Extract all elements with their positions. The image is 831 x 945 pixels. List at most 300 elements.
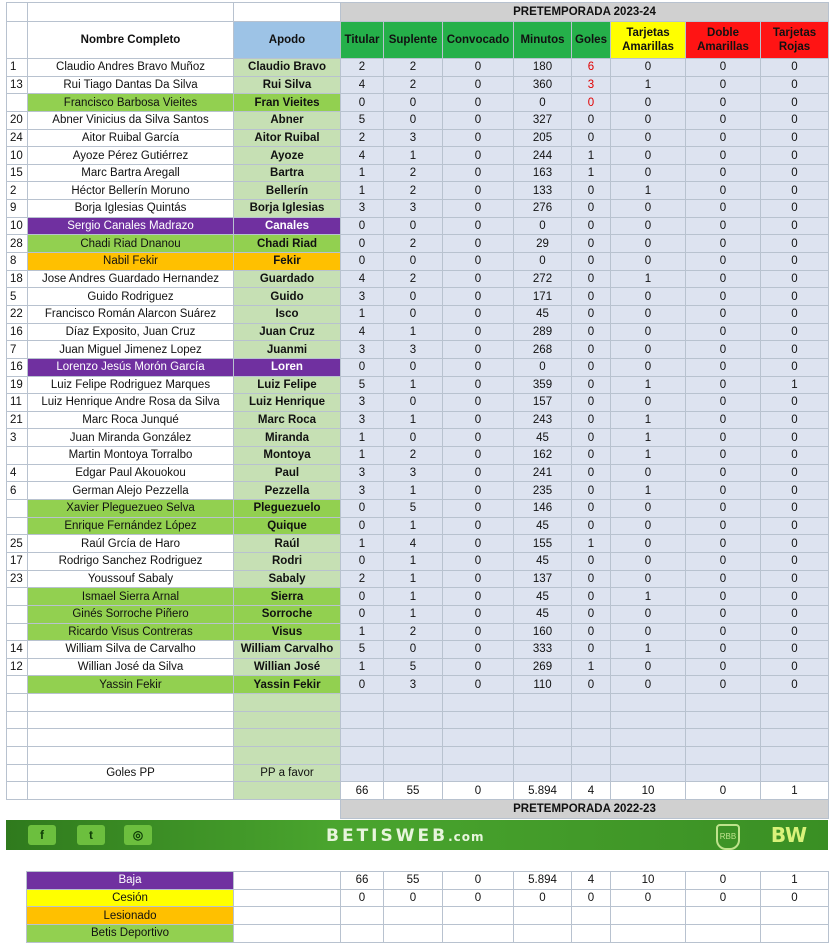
table-row	[7, 358, 829, 376]
stat-titular: 3	[341, 464, 384, 482]
player-apodo: Miranda	[234, 429, 341, 447]
total-goles: 4	[572, 782, 611, 800]
stat-titular: 3	[341, 341, 384, 359]
stat-suplente: 1	[384, 570, 443, 588]
stat-minutos: 45	[514, 588, 572, 606]
blank-cell	[234, 3, 341, 22]
stat-minutos: 327	[514, 111, 572, 129]
player-name: Francisco Barbosa Vieites	[28, 94, 234, 112]
table-row	[7, 217, 829, 235]
stat-convocado: 0	[443, 323, 514, 341]
stat-convocado: 0	[443, 129, 514, 147]
stat-suplente: 3	[384, 676, 443, 694]
table-row	[7, 535, 829, 553]
stat-titular: 3	[341, 482, 384, 500]
table-row	[7, 323, 829, 341]
stat-minutos: 29	[514, 235, 572, 253]
stat-titular: 5	[341, 376, 384, 394]
legend-amarillas: 0	[611, 889, 686, 907]
season-2022-row	[7, 799, 829, 818]
stat-convocado: 0	[443, 411, 514, 429]
stat-doble-amarillas: 0	[686, 482, 761, 500]
stat-convocado: 0	[443, 500, 514, 518]
table-row	[7, 500, 829, 518]
stat-minutos: 163	[514, 164, 572, 182]
stat-rojas: 0	[761, 411, 829, 429]
stat-titular: 3	[341, 200, 384, 218]
stat-convocado: 0	[443, 217, 514, 235]
stat-convocado: 0	[443, 394, 514, 412]
stat-amarillas: 0	[611, 288, 686, 306]
stat-suplente: 0	[384, 253, 443, 271]
stat-rojas: 0	[761, 111, 829, 129]
stat-convocado: 0	[443, 429, 514, 447]
stat-rojas: 0	[761, 605, 829, 623]
legend-convocado: 0	[443, 889, 514, 907]
blank-cell	[384, 746, 443, 764]
stat-minutos: 45	[514, 517, 572, 535]
site-name-main: BETISWEB	[326, 826, 449, 846]
stat-titular: 4	[341, 147, 384, 165]
stat-rojas: 0	[761, 447, 829, 465]
stat-minutos: 0	[514, 217, 572, 235]
player-apodo: Sorroche	[234, 605, 341, 623]
legend-minutos: 5.894	[514, 872, 572, 890]
stat-convocado: 0	[443, 270, 514, 288]
blank-cell	[7, 746, 28, 764]
stat-suplente: 2	[384, 164, 443, 182]
player-number: 10	[7, 217, 28, 235]
titular-header: Titular	[341, 22, 384, 59]
stat-goles: 0	[572, 305, 611, 323]
blank-cell	[341, 764, 384, 782]
stat-convocado: 0	[443, 623, 514, 641]
blank-cell	[28, 694, 234, 712]
player-name: Willian José da Silva	[28, 658, 234, 676]
suplente-header: Suplente	[384, 22, 443, 59]
stat-rojas: 0	[761, 482, 829, 500]
player-number: 3	[7, 429, 28, 447]
stat-goles: 0	[572, 447, 611, 465]
num-header	[7, 22, 28, 59]
player-number	[7, 676, 28, 694]
stat-rojas: 0	[761, 147, 829, 165]
legend-doble-amarillas	[686, 907, 761, 925]
blank-cell	[234, 711, 341, 729]
blank-cell	[443, 764, 514, 782]
blank-cell	[341, 746, 384, 764]
legend-titular	[341, 907, 384, 925]
blank-cell	[514, 764, 572, 782]
player-name: William Silva de Carvalho	[28, 641, 234, 659]
stat-goles: 1	[572, 164, 611, 182]
player-number: 18	[7, 270, 28, 288]
stat-minutos: 45	[514, 305, 572, 323]
blank-cell	[686, 746, 761, 764]
stat-goles: 0	[572, 676, 611, 694]
stat-convocado: 0	[443, 341, 514, 359]
stat-amarillas: 0	[611, 394, 686, 412]
player-apodo: Guardado	[234, 270, 341, 288]
legend-titular	[341, 924, 384, 942]
blank-cell	[686, 764, 761, 782]
player-name: Nabil Fekir	[28, 253, 234, 271]
stat-suplente: 1	[384, 147, 443, 165]
stat-titular: 0	[341, 358, 384, 376]
blank-cell	[443, 729, 514, 747]
stat-doble-amarillas: 0	[686, 59, 761, 77]
stat-goles: 0	[572, 200, 611, 218]
player-number: 9	[7, 200, 28, 218]
stat-doble-amarillas: 0	[686, 76, 761, 94]
site-name	[326, 826, 484, 846]
player-number	[7, 605, 28, 623]
stat-suplente: 0	[384, 217, 443, 235]
stat-suplente: 1	[384, 323, 443, 341]
stat-rojas: 0	[761, 552, 829, 570]
stat-goles: 0	[572, 253, 611, 271]
goles-pp-label: Goles PP	[28, 764, 234, 782]
player-name: Abner Vinicius da Silva Santos	[28, 111, 234, 129]
stat-convocado: 0	[443, 147, 514, 165]
stat-suplente: 0	[384, 111, 443, 129]
stat-doble-amarillas: 0	[686, 376, 761, 394]
player-number: 4	[7, 464, 28, 482]
player-apodo: Borja Iglesias	[234, 200, 341, 218]
stat-rojas: 0	[761, 200, 829, 218]
site-tld: .com	[448, 830, 485, 844]
player-apodo: Aitor Ruibal	[234, 129, 341, 147]
blank-cell	[7, 711, 28, 729]
total-doble-amarillas: 0	[686, 782, 761, 800]
blank-cell	[761, 729, 829, 747]
stat-amarillas: 0	[611, 164, 686, 182]
legend-titular: 0	[341, 889, 384, 907]
stat-titular: 0	[341, 500, 384, 518]
stat-doble-amarillas: 0	[686, 588, 761, 606]
stat-amarillas: 0	[611, 200, 686, 218]
stat-convocado: 0	[443, 305, 514, 323]
stat-amarillas: 1	[611, 182, 686, 200]
stat-suplente: 1	[384, 588, 443, 606]
stat-convocado: 0	[443, 288, 514, 306]
blank-cell	[341, 694, 384, 712]
player-name: Edgar Paul Akouokou	[28, 464, 234, 482]
stat-titular: 1	[341, 658, 384, 676]
stat-titular: 0	[341, 517, 384, 535]
legend-rojas: 0	[761, 889, 829, 907]
stat-rojas: 0	[761, 500, 829, 518]
stat-rojas: 0	[761, 464, 829, 482]
legend-suplente	[384, 907, 443, 925]
legend-rojas: 1	[761, 872, 829, 890]
stat-suplente: 1	[384, 552, 443, 570]
blank-cell	[514, 746, 572, 764]
stat-suplente: 1	[384, 605, 443, 623]
stat-minutos: 171	[514, 288, 572, 306]
stat-doble-amarillas: 0	[686, 341, 761, 359]
stat-minutos: 45	[514, 429, 572, 447]
stat-suplente: 0	[384, 305, 443, 323]
stat-rojas: 0	[761, 94, 829, 112]
table-row	[7, 341, 829, 359]
player-number	[7, 588, 28, 606]
name-header: Nombre Completo	[28, 22, 234, 59]
stat-goles: 0	[572, 341, 611, 359]
stat-minutos: 0	[514, 358, 572, 376]
legend-convocado	[443, 924, 514, 942]
stat-goles: 1	[572, 535, 611, 553]
blank-cell	[28, 3, 234, 22]
stat-amarillas: 1	[611, 270, 686, 288]
stat-rojas: 0	[761, 270, 829, 288]
blank-cell	[384, 694, 443, 712]
stat-titular: 0	[341, 552, 384, 570]
total-rojas: 1	[761, 782, 829, 800]
stat-minutos: 269	[514, 658, 572, 676]
stat-goles: 3	[572, 76, 611, 94]
stat-goles: 0	[572, 288, 611, 306]
stat-goles: 0	[572, 111, 611, 129]
season-title-2022: PRETEMPORADA 2022-23	[341, 799, 829, 818]
stat-suplente: 5	[384, 500, 443, 518]
stat-goles: 0	[572, 235, 611, 253]
player-number: 2	[7, 182, 28, 200]
player-apodo: Canales	[234, 217, 341, 235]
stat-amarillas: 0	[611, 305, 686, 323]
legend-amarillas	[611, 924, 686, 942]
stat-minutos: 45	[514, 552, 572, 570]
stat-goles: 0	[572, 94, 611, 112]
player-name: Martin Montoya Torralbo	[28, 447, 234, 465]
stat-doble-amarillas: 0	[686, 464, 761, 482]
total-minutos: 5.894	[514, 782, 572, 800]
player-number: 1	[7, 59, 28, 77]
table-row	[7, 623, 829, 641]
blank-cell	[514, 711, 572, 729]
table-row	[7, 464, 829, 482]
stats-table	[6, 2, 829, 819]
convocado-header: Convocado	[443, 22, 514, 59]
legend-table	[26, 871, 829, 943]
blank-cell	[611, 711, 686, 729]
blank-cell	[234, 746, 341, 764]
stat-goles: 0	[572, 517, 611, 535]
stat-minutos: 45	[514, 605, 572, 623]
stat-convocado: 0	[443, 588, 514, 606]
betisweb-banner	[6, 820, 828, 850]
blank-cell	[611, 746, 686, 764]
total-convocado: 0	[443, 782, 514, 800]
player-name: Aitor Ruibal García	[28, 129, 234, 147]
instagram-icon[interactable]: ◎	[124, 825, 152, 845]
player-name: Chadi Riad Dnanou	[28, 235, 234, 253]
player-apodo: Pleguezuelo	[234, 500, 341, 518]
stat-minutos: 180	[514, 59, 572, 77]
blank-cell	[28, 746, 234, 764]
player-number: 19	[7, 376, 28, 394]
player-apodo: Ayoze	[234, 147, 341, 165]
table-row	[7, 447, 829, 465]
blank-cell	[234, 872, 341, 890]
player-apodo: Willian José	[234, 658, 341, 676]
legend-convocado	[443, 907, 514, 925]
blank-cell	[572, 746, 611, 764]
table-row	[7, 517, 829, 535]
stat-doble-amarillas: 0	[686, 217, 761, 235]
blank-cell	[611, 729, 686, 747]
stat-convocado: 0	[443, 76, 514, 94]
table-row	[7, 641, 829, 659]
player-apodo: Fran Vieites	[234, 94, 341, 112]
player-name: Ayoze Pérez Gutiérrez	[28, 147, 234, 165]
stat-doble-amarillas: 0	[686, 676, 761, 694]
blank-cell	[7, 729, 28, 747]
legend-convocado: 0	[443, 872, 514, 890]
stat-minutos: 289	[514, 323, 572, 341]
stat-rojas: 0	[761, 59, 829, 77]
player-apodo: Raúl	[234, 535, 341, 553]
stat-minutos: 157	[514, 394, 572, 412]
stat-minutos: 137	[514, 570, 572, 588]
stat-minutos: 359	[514, 376, 572, 394]
stat-titular: 1	[341, 429, 384, 447]
player-apodo: Chadi Riad	[234, 235, 341, 253]
stat-doble-amarillas: 0	[686, 411, 761, 429]
stat-goles: 1	[572, 147, 611, 165]
stat-titular: 1	[341, 182, 384, 200]
stat-minutos: 146	[514, 500, 572, 518]
legend-row	[27, 907, 829, 925]
player-name: Marc Bartra Aregall	[28, 164, 234, 182]
player-number	[7, 517, 28, 535]
stat-suplente: 2	[384, 235, 443, 253]
player-name: Luiz Henrique Andre Rosa da Silva	[28, 394, 234, 412]
stat-convocado: 0	[443, 447, 514, 465]
stat-minutos: 243	[514, 411, 572, 429]
table-row	[7, 270, 829, 288]
stat-convocado: 0	[443, 605, 514, 623]
stat-convocado: 0	[443, 517, 514, 535]
stat-convocado: 0	[443, 464, 514, 482]
stat-suplente: 0	[384, 358, 443, 376]
player-number: 15	[7, 164, 28, 182]
player-number: 24	[7, 129, 28, 147]
table-row	[7, 570, 829, 588]
stat-amarillas: 0	[611, 235, 686, 253]
stat-amarillas: 0	[611, 94, 686, 112]
player-name: Xavier Pleguezueo Selva	[28, 500, 234, 518]
stat-goles: 0	[572, 358, 611, 376]
stat-amarillas: 0	[611, 658, 686, 676]
player-name: Guido Rodriguez	[28, 288, 234, 306]
twitter-icon[interactable]: t	[77, 825, 105, 845]
player-name: Marc Roca Junqué	[28, 411, 234, 429]
stat-doble-amarillas: 0	[686, 94, 761, 112]
player-name: Juan Miguel Jimenez Lopez	[28, 341, 234, 359]
stat-rojas: 0	[761, 517, 829, 535]
stat-minutos: 162	[514, 447, 572, 465]
stat-titular: 0	[341, 235, 384, 253]
player-name: Rui Tiago Dantas Da Silva	[28, 76, 234, 94]
stat-amarillas: 0	[611, 605, 686, 623]
stat-convocado: 0	[443, 570, 514, 588]
stat-convocado: 0	[443, 200, 514, 218]
stat-rojas: 0	[761, 429, 829, 447]
blank-cell	[686, 729, 761, 747]
stat-convocado: 0	[443, 658, 514, 676]
stat-goles: 0	[572, 411, 611, 429]
table-row	[7, 182, 829, 200]
player-number: 16	[7, 358, 28, 376]
legend-row	[27, 872, 829, 890]
player-apodo: Rui Silva	[234, 76, 341, 94]
blank-cell	[611, 764, 686, 782]
player-apodo: Fekir	[234, 253, 341, 271]
stat-minutos: 0	[514, 253, 572, 271]
stat-convocado: 0	[443, 482, 514, 500]
legend-label: Baja	[27, 872, 234, 890]
stat-suplente: 2	[384, 270, 443, 288]
amarillas-header: Tarjetas Amarillas	[611, 22, 686, 59]
blank-cell	[234, 799, 341, 818]
stat-suplente: 2	[384, 623, 443, 641]
stat-amarillas: 0	[611, 623, 686, 641]
table-row	[7, 429, 829, 447]
stat-suplente: 2	[384, 182, 443, 200]
stat-goles: 0	[572, 570, 611, 588]
legend-suplente: 55	[384, 872, 443, 890]
table-row	[7, 164, 829, 182]
player-name: Lorenzo Jesús Morón García	[28, 358, 234, 376]
stat-doble-amarillas: 0	[686, 552, 761, 570]
stat-titular: 1	[341, 447, 384, 465]
player-name: German Alejo Pezzella	[28, 482, 234, 500]
legend-amarillas: 10	[611, 872, 686, 890]
stat-doble-amarillas: 0	[686, 517, 761, 535]
stat-minutos: 244	[514, 147, 572, 165]
player-number: 20	[7, 111, 28, 129]
player-name: Borja Iglesias Quintás	[28, 200, 234, 218]
facebook-icon[interactable]: f	[28, 825, 56, 845]
player-number: 7	[7, 341, 28, 359]
pp-a-favor: PP a favor	[234, 764, 341, 782]
legend-doble-amarillas: 0	[686, 889, 761, 907]
blank-cell	[28, 782, 234, 800]
blank-cell	[28, 729, 234, 747]
blank-cell	[443, 711, 514, 729]
blank-cell	[611, 694, 686, 712]
legend-row	[27, 924, 829, 942]
stat-convocado: 0	[443, 253, 514, 271]
blank-cell	[761, 764, 829, 782]
stat-goles: 0	[572, 641, 611, 659]
stat-suplente: 0	[384, 94, 443, 112]
legend-titular: 66	[341, 872, 384, 890]
stat-doble-amarillas: 0	[686, 111, 761, 129]
stat-suplente: 3	[384, 341, 443, 359]
stat-titular: 0	[341, 588, 384, 606]
stat-minutos: 276	[514, 200, 572, 218]
player-name: Ismael Sierra Arnal	[28, 588, 234, 606]
player-apodo: Montoya	[234, 447, 341, 465]
legend-minutos: 0	[514, 889, 572, 907]
legend-amarillas	[611, 907, 686, 925]
stat-doble-amarillas: 0	[686, 147, 761, 165]
stat-rojas: 0	[761, 76, 829, 94]
stat-convocado: 0	[443, 376, 514, 394]
stat-suplente: 4	[384, 535, 443, 553]
